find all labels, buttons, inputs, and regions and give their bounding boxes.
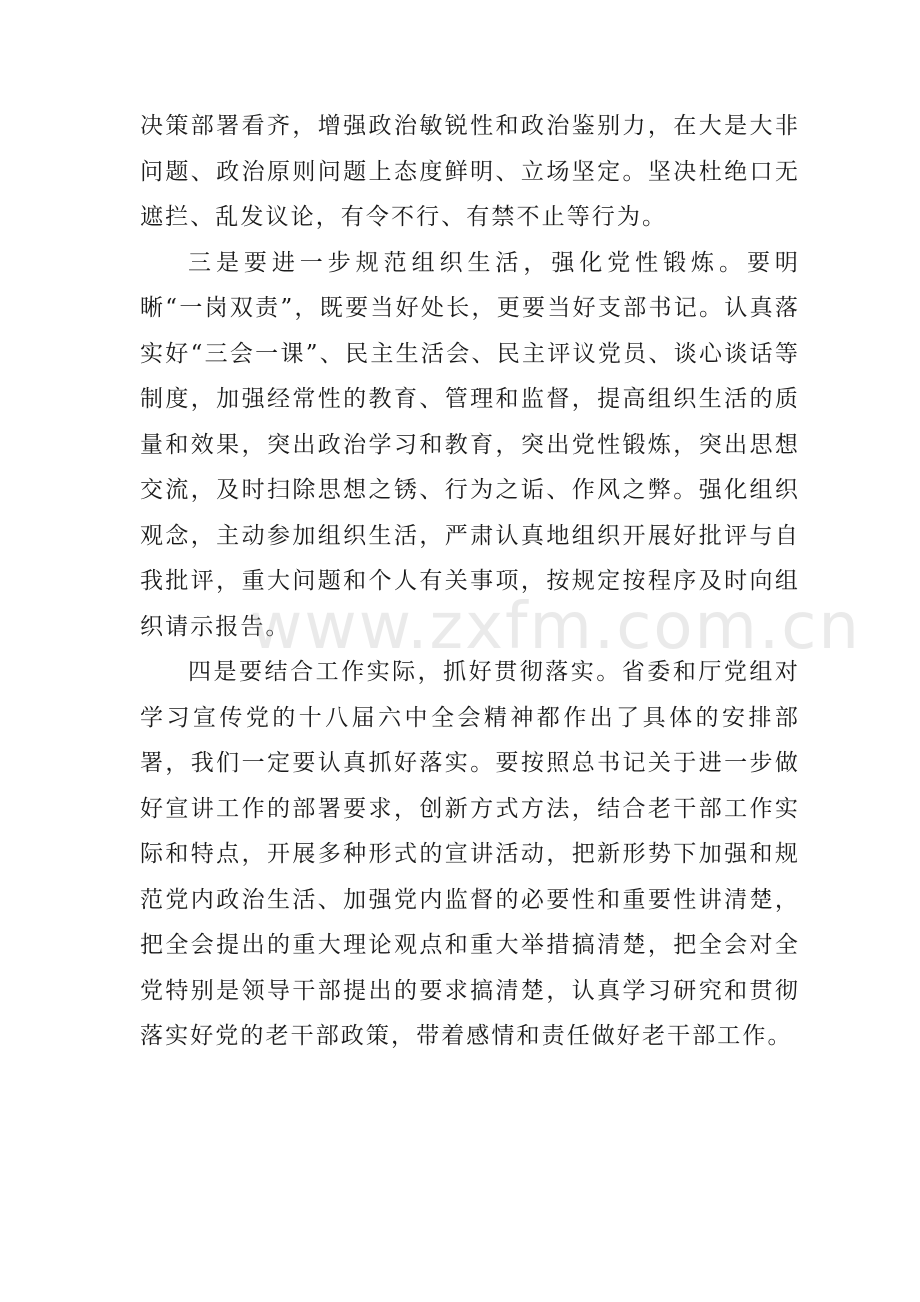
paragraph-point-three: 三是要进一步规范组织生活，强化党性锻炼。要明晰“一岗双责”，既要当好处长，更要当好支部书记。认真落实好“三会一课”、民主生活会、民主评议党员、谈心谈话等制度，加强经常性的教育、管理和监督，提高组织生活的质量和效果，突出政治学习和教育，突出党性锻炼，突出思想交流，及时扫除思想之锈、行为之诟、作风之弊。强化组织观念，主动参加组织生活，严肃认真地组织开展好批评与自我批评，重大问题和个人有关事项，按规定按程序及时向组织请示报告。 bbox=[140, 249, 800, 640]
watermark: www.zxfm.com.cn bbox=[250, 590, 861, 664]
paragraph-continuation: 决策部署看齐，增强政治敏锐性和政治鉴别力，在大是大非问题、政治原则问题上态度鲜明、立场坚定。坚决杜绝口无遮拦、乱发议论，有令不行、有禁不止等行为。 bbox=[140, 113, 800, 230]
document-body bbox=[140, 104, 800, 1060]
paragraph-point-four: 四是要结合工作实际，抓好贯彻落实。省委和厅党组对学习宣传党的十八届六中全会精神都作出了具体的安排部署，我们一定要认真抓好落实。要按照总书记关于进一步做好宣讲工作的部署要求，创新方式方法，结合老干部工作实际和特点，开展多种形式的宣讲活动，把新形势下加强和规范党内政治生活、加强党内监督的必要性和重要性讲清楚，把全会提出的重大理论观点和重大举措搞清楚，把全会对全党特别是领导干部提出的要求搞清楚，认真学习研究和贯彻落实好党的老干部政策，带着感情和责任做好老干部工作。 bbox=[140, 659, 800, 1049]
